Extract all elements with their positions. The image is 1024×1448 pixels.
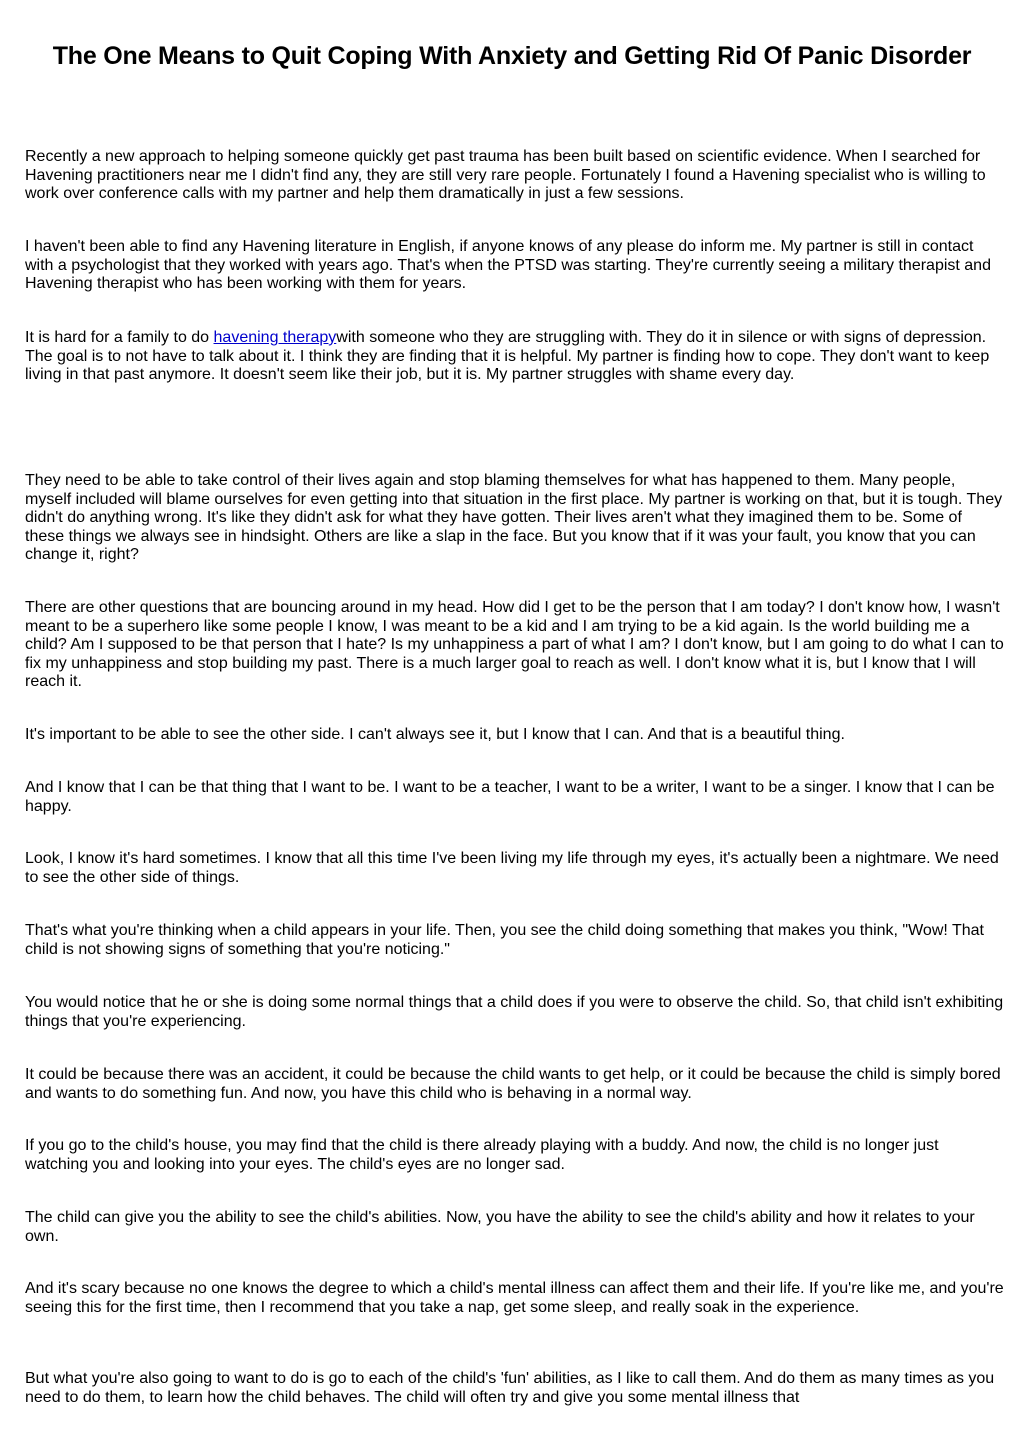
page-title: The One Means to Quit Coping With Anxiety and Getting Rid Of Panic Disorder <box>52 42 972 70</box>
paragraph-9: That's what you're thinking when a child appears in your life. Then, you see the child doing something that makes you think, "Wow! That child is not showing signs of something that you're noticing." <box>25 922 984 958</box>
paragraph-1: Recently a new approach to helping someone quickly get past trauma has been built based on scientific evidence. When I searched for Havening practitioners near me I didn't find any, they are still very rare people. Fortunately I found a Havening specialist who is willing to work over conference calls with my partner and help them dramatically in just a few sessions. <box>25 148 986 203</box>
paragraph-2: I haven't been able to find any Havening literature in English, if anyone knows of any please do inform me. My partner is still in contact with a psychologist that they worked with years ago. That's when the PTSD was starting. They're currently seeing a military therapist and Havening therapist who has been working with them for years. <box>25 238 991 293</box>
paragraph-3 <box>25 329 1005 385</box>
paragraph-10: You would notice that he or she is doing some normal things that a child does if you were to observe the child. So, that child isn't exhibiting things that you're experiencing. <box>25 994 1004 1030</box>
paragraph-3-text-after: with someone who they are struggling with. They do it in silence or with signs of depression. The goal is to not have to talk about it. I think they are finding that it is helpful. My partner is finding how to cope. They don't want to keep living in that past anymore. It doesn't seem like their job, but it is. My partner struggles with shame every day. <box>25 329 990 384</box>
paragraph-15: But what you're also going to want to do is go to each of the child's 'fun' abilities, as I like to call them. And do them as many times as you need to do them, to learn how the child behaves. The child will often try and give you some mental illness that <box>25 1370 995 1406</box>
paragraph-12: If you go to the child's house, you may find that the child is there already playing with a buddy. And now, the child is no longer just watching you and looking into your eyes. The child's eyes are no longer sad. <box>25 1137 939 1173</box>
paragraph-5: There are other questions that are bouncing around in my head. How did I get to be the person that I am today? I don't know how, I wasn't meant to be a superhero like some people I know, I was meant to be a kid and I am trying to be a kid again. Is the world building me a child? Am I supposed to be that person that I hate? Is my unhappiness a part of what I am? I don't know, but I am going to do what I can to fix my unhappiness and stop building my past. There is a much larger goal to reach as well. I don't know what it is, but I know that I will reach it. <box>25 599 1004 691</box>
paragraph-14: And it's scary because no one knows the degree to which a child's mental illness can affect them and their life. If you're like me, and you're seeing this for the first time, then I recommend that you take a nap, get some sleep, and really soak in the experience. <box>25 1280 1004 1316</box>
paragraph-11: It could be because there was an accident, it could be because the child wants to get help, or it could be because the child is simply bored and wants to do something fun. And now, you have this child who is behaving in a normal way. <box>25 1066 1001 1102</box>
havening-therapy-link[interactable]: havening therapy <box>213 329 337 346</box>
paragraph-13: The child can give you the ability to see the child's abilities. Now, you have the ability to see the child's ability and how it relates to your own. <box>25 1209 975 1245</box>
paragraph-3-text-before: It is hard for a family to do <box>25 329 214 346</box>
paragraph-4: They need to be able to take control of their lives again and stop blaming themselves for what has happened to them. Many people, myself included will blame ourselves for even getting into that situation in the first place. My partner is working on that, but it is tough. They didn't do anything wrong. It's like they didn't ask for what they have gotten. Their lives aren't what they imagined them to be. Some of these things we always see in hindsight. Others are like a slap in the face. But you know that if it was your fault, you know that you can change it, right? <box>25 472 1003 564</box>
paragraph-7: And I know that I can be that thing that I want to be. I want to be a teacher, I want to be a writer, I want to be a singer. I know that I can be happy. <box>25 779 995 815</box>
paragraph-6: It's important to be able to see the other side. I can't always see it, but I know that I can. And that is a beautiful thing. <box>25 726 845 743</box>
paragraph-8: Look, I know it's hard sometimes. I know that all this time I've been living my life through my eyes, it's actually been a nightmare. We need to see the other side of things. <box>25 850 999 886</box>
